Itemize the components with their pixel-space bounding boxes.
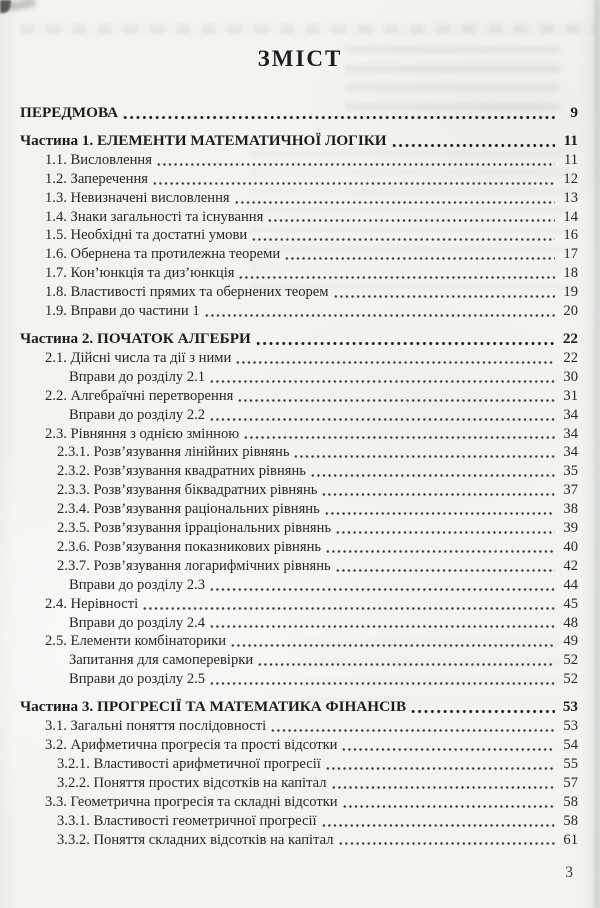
dot-leader xyxy=(156,162,555,167)
toc-entry xyxy=(57,500,578,519)
toc-entry-page: 52 xyxy=(563,652,578,669)
toc-entry xyxy=(45,595,578,614)
toc-entry-label: ПЕРЕДМОВА xyxy=(20,104,119,121)
toc-entry-label: 3.2.2. Поняття простих відсотків на капітал xyxy=(57,774,327,791)
toc-entry xyxy=(45,151,578,170)
dot-leader xyxy=(321,492,555,497)
toc-entry xyxy=(57,557,578,576)
dot-leader xyxy=(325,549,555,554)
dot-leader xyxy=(251,237,555,242)
toc-entry-label: 1.5. Необхідні та достатні умови xyxy=(45,227,248,244)
toc-entry xyxy=(20,132,578,151)
dot-leader xyxy=(209,681,555,686)
toc-entry-page: 17 xyxy=(563,246,578,263)
toc-entry xyxy=(20,104,578,123)
toc-entry-page: 58 xyxy=(563,793,578,810)
dot-leader xyxy=(267,218,555,223)
toc-entry-label: 3.2.1. Властивості арифметичної прогресії xyxy=(57,755,321,772)
dot-leader xyxy=(235,360,555,365)
dot-leader xyxy=(234,200,555,205)
toc-entry-page: 44 xyxy=(563,576,578,593)
dot-leader xyxy=(341,747,555,752)
toc-entry-label: 3.3.1. Властивості геометричної прогресії xyxy=(57,812,317,829)
toc-entry-page: 42 xyxy=(563,557,578,574)
dot-leader xyxy=(209,587,555,592)
toc-entry-page: 49 xyxy=(563,633,578,650)
dot-leader xyxy=(209,379,555,384)
dot-leader xyxy=(230,643,555,648)
toc-entry xyxy=(57,812,578,831)
toc-entry-label: 2.3.3. Розв’язування біквадратних рівнянь xyxy=(57,482,318,499)
toc-entry-page: 35 xyxy=(563,463,578,480)
toc-entry xyxy=(57,831,578,850)
toc-entry-page: 55 xyxy=(563,755,578,772)
toc-entry-label: 1.9. Вправи до частини 1 xyxy=(45,303,200,320)
dot-leader xyxy=(209,417,555,422)
toc-entry-label: 2.3.7. Розв’язування логарифмічних рівнянь xyxy=(57,557,331,574)
dot-leader xyxy=(410,709,555,714)
toc-entry-label: 1.4. Знаки загальності та існування xyxy=(45,208,264,225)
dot-leader xyxy=(342,804,555,809)
toc-entry-label: 3.1. Загальні поняття послідовності xyxy=(45,718,267,735)
toc-entry-label: Частина 2. ПОЧАТОК АЛГЕБРИ xyxy=(20,329,251,347)
toc-entry-page: 18 xyxy=(563,265,578,282)
toc-entry xyxy=(45,245,578,264)
dot-leader xyxy=(257,662,555,667)
dot-leader xyxy=(122,115,555,120)
toc-entry xyxy=(69,614,578,633)
toc-entry-page: 57 xyxy=(563,774,578,791)
toc-entry-page: 11 xyxy=(563,131,578,149)
toc-entry xyxy=(45,189,578,208)
toc-entry xyxy=(57,774,578,793)
dot-leader xyxy=(293,454,555,459)
dot-leader xyxy=(331,785,555,790)
footer-page-number: 3 xyxy=(565,864,573,881)
scan-smear-artifact xyxy=(8,0,35,12)
toc-entry xyxy=(57,755,578,774)
toc-entry xyxy=(57,519,578,538)
toc-entry-page: 61 xyxy=(563,831,578,848)
toc-entry-label: 2.2. Алгебраїчні перетворення xyxy=(45,387,234,404)
toc-entry xyxy=(45,632,578,651)
toc-entry-page: 30 xyxy=(563,368,578,385)
page-title: ЗМІСТ xyxy=(257,46,343,71)
toc-entry xyxy=(57,481,578,500)
dot-leader xyxy=(310,473,555,478)
dot-leader xyxy=(284,256,555,261)
toc-entry-page: 58 xyxy=(563,812,578,829)
toc-entry xyxy=(57,538,578,557)
dot-leader xyxy=(335,530,555,535)
toc-entry-label: Частина 1. ЕЛЕМЕНТИ МАТЕМАТИЧНОЇ ЛОГІКИ xyxy=(20,131,387,149)
toc-entry xyxy=(69,670,578,689)
toc-entry xyxy=(69,576,578,595)
page-edge-shadow xyxy=(594,0,600,908)
toc-entry-label: 1.6. Обернена та протилежна теореми xyxy=(45,246,281,263)
toc-entry-page: 14 xyxy=(563,208,578,225)
toc-entry-label: 2.4. Нерівності xyxy=(45,595,139,612)
toc-entry xyxy=(45,226,578,245)
toc-entry xyxy=(45,387,578,406)
dot-leader xyxy=(333,294,555,299)
toc-entry-page: 13 xyxy=(563,189,578,206)
dot-leader xyxy=(152,181,555,186)
toc-entry-label: 2.3.6. Розв’язування показникових рівнянь xyxy=(57,538,322,555)
toc-entry-label: 2.5. Елементи комбінаторики xyxy=(45,633,227,650)
dot-leader xyxy=(324,511,555,516)
toc-entry-page: 20 xyxy=(563,303,578,320)
toc-entry-label: Вправи до розділу 2.1 xyxy=(69,368,206,385)
toc-entry-label: 2.3.5. Розв’язування ірраціональних рівнянь xyxy=(57,520,332,537)
toc-entry-page: 22 xyxy=(562,329,578,347)
toc-entry-page: 31 xyxy=(563,387,578,404)
toc-entry-label: 3.2. Арифметична прогресія та прості відсотки xyxy=(45,737,338,753)
toc-entry-label: 3.3. Геометрична прогресія та складні відсотки xyxy=(45,793,338,810)
toc-entry-label: Запитання для самоперевірки xyxy=(69,652,254,669)
toc-entry-page: 39 xyxy=(563,520,578,537)
toc-entry xyxy=(45,264,578,283)
dot-leader xyxy=(335,568,555,573)
toc-entry-label: 2.3.1. Розв’язування лінійних рівнянь xyxy=(57,444,290,461)
toc-entry-page: 40 xyxy=(563,538,578,555)
toc-entry xyxy=(69,651,578,670)
toc-entry xyxy=(45,283,578,302)
toc-entry xyxy=(45,736,578,755)
dot-leader xyxy=(204,313,555,318)
toc-entry-label: 1.8. Властивості прямих та обернених теорем xyxy=(45,284,329,301)
toc-list xyxy=(20,104,578,849)
toc-entry-label: 2.3.2. Розв’язування квадратних рівнянь xyxy=(57,463,306,480)
toc-entry xyxy=(69,368,578,387)
toc-entry-label: Вправи до розділу 2.2 xyxy=(69,406,206,423)
toc-entry-label: 3.3.2. Поняття складних відсотків на капітал xyxy=(57,831,334,848)
toc-entry-page: 34 xyxy=(563,444,578,461)
dot-leader xyxy=(237,398,555,403)
toc-entry-page: 34 xyxy=(563,406,578,423)
toc-entry xyxy=(69,406,578,425)
dot-leader xyxy=(209,624,555,629)
dot-leader xyxy=(325,766,555,771)
toc-entry-page: 16 xyxy=(563,227,578,244)
dot-leader xyxy=(338,841,556,846)
toc-entry-page: 37 xyxy=(563,482,578,499)
toc-entry-label: 1.7. Кон’юнкція та диз’юнкція xyxy=(45,265,235,282)
toc-entry xyxy=(45,793,578,812)
toc-entry-page: 34 xyxy=(563,425,578,442)
dot-leader xyxy=(142,606,555,611)
dot-leader xyxy=(270,728,555,733)
toc-entry-page: 53 xyxy=(563,718,578,735)
toc-entry-page: 54 xyxy=(563,737,578,753)
toc-entry xyxy=(20,330,578,349)
dot-leader xyxy=(243,435,555,440)
toc-entry xyxy=(45,170,578,189)
toc-entry-label: 1.3. Невизначені висловлення xyxy=(45,189,230,206)
toc-entry-label: 2.3.4. Розв’язування раціональних рівнянь xyxy=(57,501,320,518)
toc-entry-page: 38 xyxy=(563,501,578,518)
toc-entry-label: Частина 3. ПРОГРЕСІЇ ТА МАТЕМАТИКА ФІНАНСІВ xyxy=(20,698,407,716)
toc-entry-label: Вправи до розділу 2.3 xyxy=(69,576,206,593)
toc-entry xyxy=(20,698,578,717)
toc-entry-page: 45 xyxy=(563,595,578,612)
toc-entry xyxy=(45,208,578,227)
dot-leader xyxy=(255,341,555,346)
toc-entry-page: 22 xyxy=(563,349,578,366)
toc-entry xyxy=(57,462,578,481)
toc-entry-label: Вправи до розділу 2.4 xyxy=(69,614,206,631)
dot-leader xyxy=(321,823,555,828)
toc-entry-page: 9 xyxy=(570,104,578,121)
toc-entry xyxy=(45,425,578,444)
toc-entry xyxy=(57,443,578,462)
toc-entry-page: 53 xyxy=(562,698,578,716)
toc-entry-page: 11 xyxy=(563,151,578,168)
bleed-through-band xyxy=(20,24,596,34)
toc-entry-label: 1.2. Заперечення xyxy=(45,170,148,187)
toc-entry-label: 2.3. Рівняння з однією змінною xyxy=(45,425,240,442)
dot-leader xyxy=(238,275,555,280)
dot-leader xyxy=(391,143,555,148)
toc-entry-page: 12 xyxy=(563,170,578,187)
toc-entry-page: 19 xyxy=(563,284,578,301)
toc-entry-label: 2.1. Дійсні числа та дії з ними xyxy=(45,349,232,366)
toc-entry-page: 52 xyxy=(563,671,578,688)
toc-entry xyxy=(45,717,578,736)
toc-entry xyxy=(45,302,578,321)
toc-entry-label: 1.1. Висловлення xyxy=(45,151,152,168)
toc-entry xyxy=(45,349,578,368)
toc-entry-label: Вправи до розділу 2.5 xyxy=(69,671,206,688)
toc-entry-page: 48 xyxy=(563,614,578,631)
